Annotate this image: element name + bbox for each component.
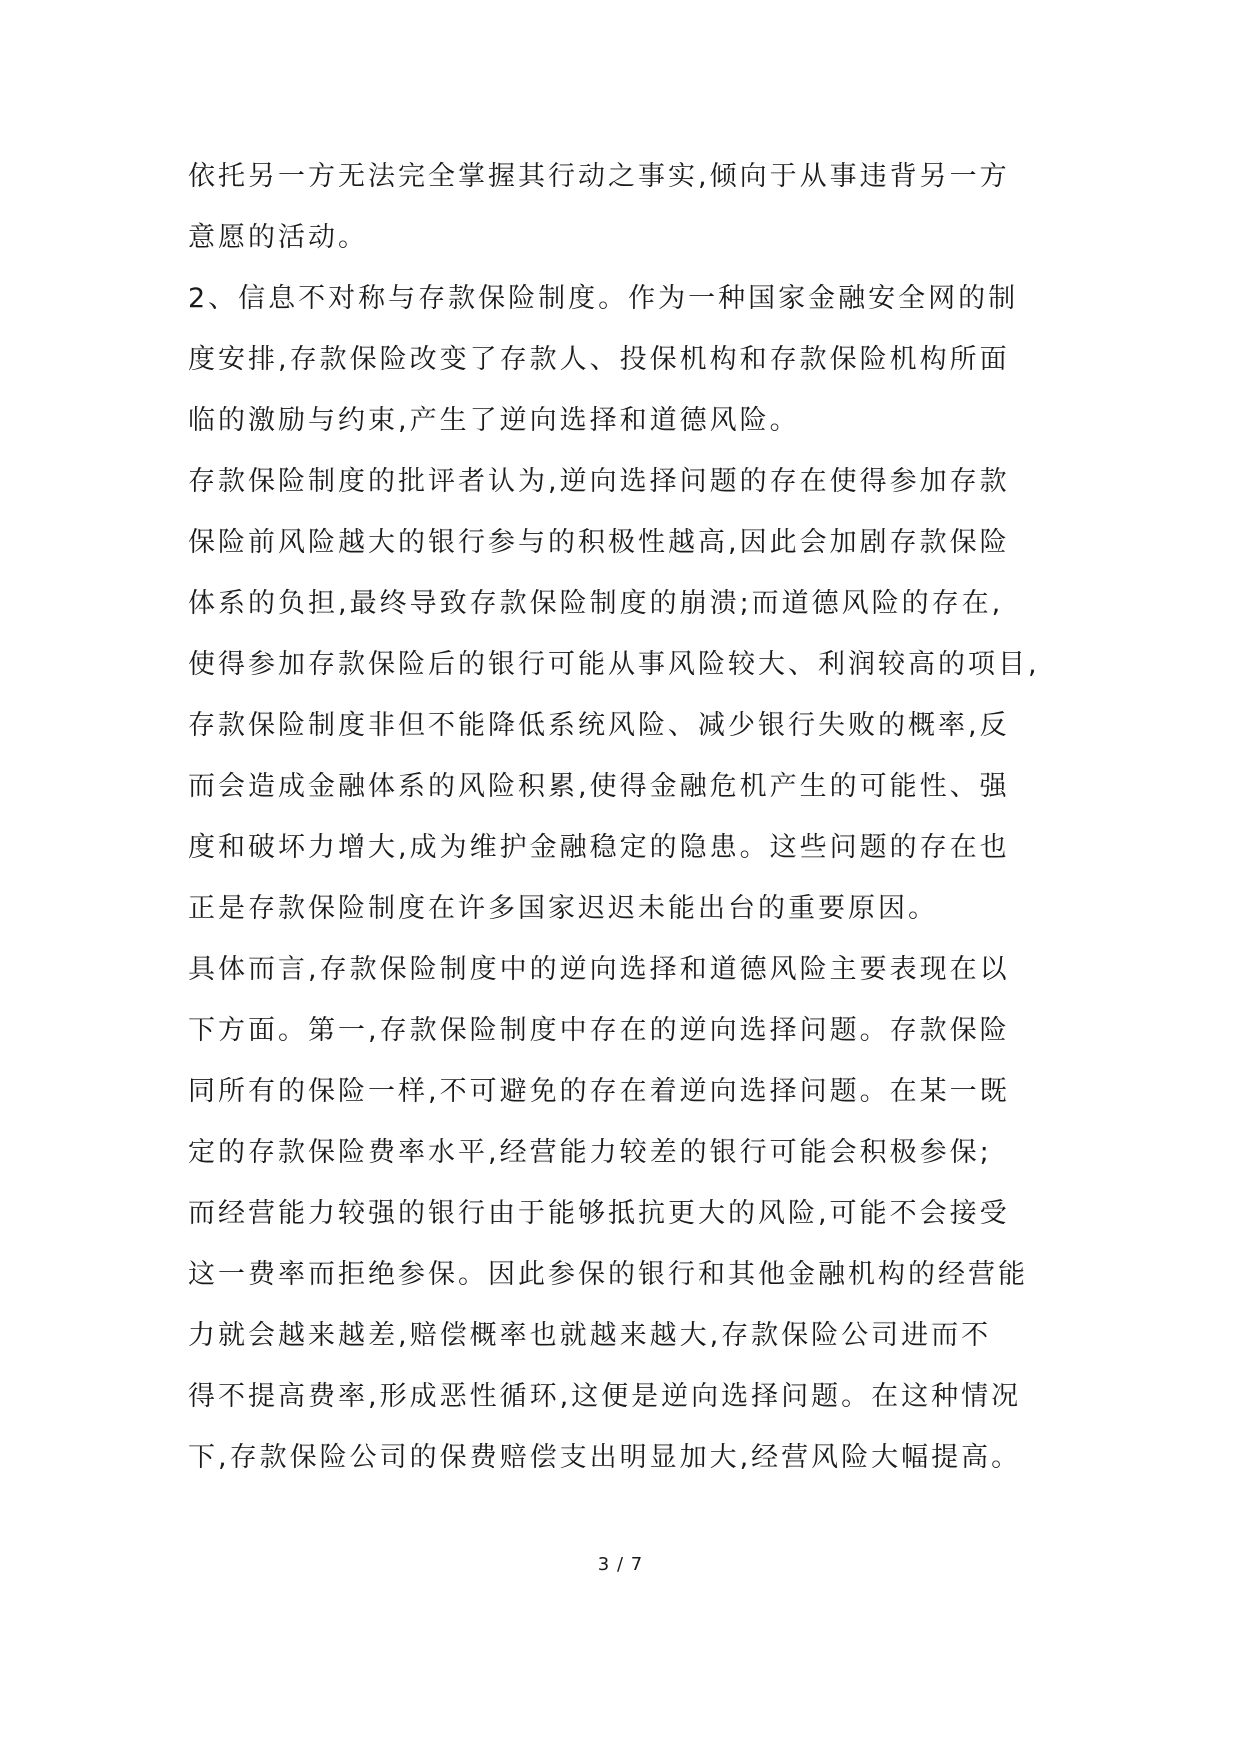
text-line: 临的激励与约束,产生了逆向选择和道德风险。 <box>188 405 800 436</box>
text-line: 存款保险制度非但不能降低系统风险、减少银行失败的概率,反 <box>188 710 1010 741</box>
paragraph <box>188 268 1068 451</box>
paragraph <box>188 146 1068 268</box>
text-line: 下方面。第一,存款保险制度中存在的逆向选择问题。存款保险 <box>188 1015 1010 1046</box>
text-line: 使得参加存款保险后的银行可能从事风险较大、利润较高的项目, <box>188 649 1040 680</box>
text-line: 存款保险制度的批评者认为,逆向选择问题的存在使得参加存款 <box>188 466 1010 497</box>
text-line: 下,存款保险公司的保费赔偿支出明显加大,经营风险大幅提高。 <box>188 1442 1022 1473</box>
text-line: 同所有的保险一样,不可避免的存在着逆向选择问题。在某一既 <box>188 1076 1010 1107</box>
text-line: 而会造成金融体系的风险积累,使得金融危机产生的可能性、强 <box>188 771 1010 802</box>
page-number: 3 / 7 <box>597 1554 644 1575</box>
text-line: 体系的负担,最终导致存款保险制度的崩溃;而道德风险的存在, <box>188 588 1004 619</box>
paragraph <box>188 939 1068 1488</box>
text-line: 得不提高费率,形成恶性循环,这便是逆向选择问题。在这种情况 <box>188 1381 1022 1412</box>
paragraph <box>188 451 1068 939</box>
text-line: 意愿的活动。 <box>188 222 368 253</box>
text-line: 定的存款保险费率水平,经营能力较差的银行可能会积极参保; <box>188 1137 992 1168</box>
text-line: 度安排,存款保险改变了存款人、投保机构和存款保险机构所面 <box>188 344 1010 375</box>
text-line: 而经营能力较强的银行由于能够抵抗更大的风险,可能不会接受 <box>188 1198 1010 1229</box>
text-line: 正是存款保险制度在许多国家迟迟未能出台的重要原因。 <box>188 893 938 924</box>
text-line: 度和破坏力增大,成为维护金融稳定的隐患。这些问题的存在也 <box>188 832 1010 863</box>
text-line: 这一费率而拒绝参保。因此参保的银行和其他金融机构的经营能 <box>188 1259 1028 1290</box>
text-line: 依托另一方无法完全掌握其行动之事实,倾向于从事违背另一方 <box>188 161 1010 192</box>
text-line: 2、信息不对称与存款保险制度。作为一种国家金融安全网的制 <box>188 283 1019 314</box>
text-line: 保险前风险越大的银行参与的积极性越高,因此会加剧存款保险 <box>188 527 1010 558</box>
text-line: 具体而言,存款保险制度中的逆向选择和道德风险主要表现在以 <box>188 954 1010 985</box>
text-line: 力就会越来越差,赔偿概率也就越来越大,存款保险公司进而不 <box>188 1320 992 1351</box>
body-text <box>188 146 1068 1488</box>
